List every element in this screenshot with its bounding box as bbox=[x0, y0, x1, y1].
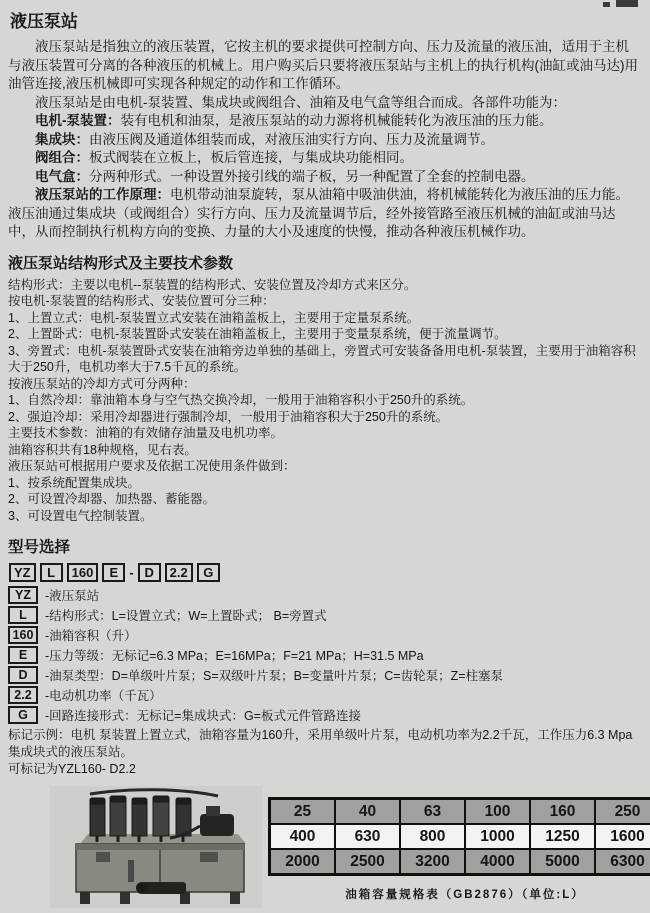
definition-box: 2.2 bbox=[8, 686, 38, 704]
definition-text: -液压泵站 bbox=[45, 586, 99, 604]
component-line-electric-box bbox=[8, 168, 642, 187]
definition-text: -油箱容积（升） bbox=[45, 626, 137, 644]
table-cell: 63 bbox=[400, 799, 465, 825]
table-cell: 1600 bbox=[595, 824, 650, 849]
component-text: 由液压阀及通道体组装而成，对液压油实行方向、压力及流量调节。 bbox=[89, 132, 494, 147]
spec-line: 1、上置立式：电机-泵装置立式安装在油箱盖板上，主要用于定量泵系统。 bbox=[8, 310, 642, 327]
scan-artifact bbox=[616, 0, 638, 7]
spec-line: 按电机-泵装置的结构形式、安装位置可分三种： bbox=[8, 293, 642, 310]
table-cell: 2000 bbox=[270, 849, 336, 875]
table-cell: 400 bbox=[270, 824, 336, 849]
definition-box: YZ bbox=[8, 586, 38, 604]
marking-example bbox=[8, 727, 642, 778]
spec-line: 2、可设置冷却器、加热器、蓄能器。 bbox=[8, 491, 642, 508]
component-label: 阀组合： bbox=[35, 150, 89, 165]
table-cell: 630 bbox=[335, 824, 400, 849]
component-line-valve-combo bbox=[8, 149, 642, 168]
definition-row bbox=[8, 686, 642, 704]
page-title: 液压泵站 bbox=[10, 7, 642, 32]
table-cell: 6300 bbox=[595, 849, 650, 875]
table-cell: 1000 bbox=[465, 824, 530, 849]
definition-text: -回路连接形式：无标记=集成块式：G=板式元件管路连接 bbox=[45, 706, 361, 724]
model-code-box-pressure: E bbox=[102, 563, 125, 582]
definition-box: L bbox=[8, 606, 38, 624]
spec-line: 3、旁置式：电机-泵装置卧式安装在油箱旁边单独的基础上，旁置式可安装备备用电机-泵装置，主要用于油箱容积大于250升，电机功率大于7.5千瓦的系统。 bbox=[8, 343, 642, 376]
tank-capacity-table bbox=[268, 797, 650, 876]
model-code-box-series: YZ bbox=[9, 563, 36, 582]
table-caption: 油箱容量规格表（GB2876）（单位:L） bbox=[268, 886, 650, 902]
model-code-box-circuit: G bbox=[197, 563, 220, 582]
model-code-box-structure: L bbox=[40, 563, 63, 582]
spec-line: 1、按系统配置集成块。 bbox=[8, 475, 642, 492]
model-code-box-volume: 160 bbox=[67, 563, 99, 582]
definition-row bbox=[8, 666, 642, 684]
spec-line: 2、上置卧式：电机-泵装置卧式安装在油箱盖板上，主要用于变量泵系统，便于流量调节。 bbox=[8, 326, 642, 343]
component-line-manifold bbox=[8, 131, 642, 150]
component-text: 板式阀装在立板上，板后管连接，与集成块功能相同。 bbox=[89, 150, 413, 165]
spec-line: 油箱容积共有18种规格，见右表。 bbox=[8, 442, 642, 459]
example-line-2: 可标记为YZL160- D2.2 bbox=[8, 761, 642, 778]
model-definitions bbox=[8, 586, 642, 724]
intro-paragraph-1: 液压泵站是指独立的液压装置，它按主机的要求提供可控制方向、压力及流量的液压油，适用于主机与液压装置可分离的各种液压的机械上。用户购买后只要将液压泵站与主机上的执行机构(油缸或油马达)用油管连接,液压机械即可实现各种规定的动作和工作循环。 bbox=[8, 38, 642, 94]
model-code-box-pump-type: D bbox=[138, 563, 161, 582]
definition-row bbox=[8, 626, 642, 644]
principle-label: 液压泵站的工作原理： bbox=[35, 187, 170, 202]
definition-box: G bbox=[8, 706, 38, 724]
component-label: 电气盒： bbox=[35, 169, 89, 184]
table-cell: 1250 bbox=[530, 824, 595, 849]
definition-row bbox=[8, 706, 642, 724]
working-principle bbox=[8, 186, 642, 242]
scan-artifact bbox=[603, 2, 610, 7]
table-cell: 160 bbox=[530, 799, 595, 825]
definition-text: -油泵类型：D=单级叶片泵；S=双级叶片泵；B=变量叶片泵；C=齿轮泵；Z=柱塞泵 bbox=[45, 666, 503, 684]
model-code-box-power: 2.2 bbox=[165, 563, 193, 582]
table-cell: 5000 bbox=[530, 849, 595, 875]
component-text: 装有电机和油泵，是液压泵站的动力源将机械能转化为液压油的压力能。 bbox=[121, 113, 553, 128]
example-line-1: 标记示例：电机 泵装置上置立式，油箱容量为160升，采用单级叶片泵，电动机功率为2.2千瓦，工作压力6.3 Mpa集成块式的液压泵站。 bbox=[8, 727, 642, 761]
component-line-motor-pump bbox=[8, 112, 642, 131]
table-cell: 4000 bbox=[465, 849, 530, 875]
table-cell: 250 bbox=[595, 799, 650, 825]
definition-box: E bbox=[8, 646, 38, 664]
model-code bbox=[9, 563, 642, 582]
spec-line: 结构形式：主要以电机--泵装置的结构形式、安装位置及冷却方式来区分。 bbox=[8, 277, 642, 294]
intro-section bbox=[8, 38, 642, 242]
model-code-separator: - bbox=[129, 565, 133, 580]
table-row bbox=[270, 824, 650, 849]
spec-line: 液压泵站可根据用户要求及依据工况使用条件做到： bbox=[8, 458, 642, 475]
bottom-section bbox=[8, 786, 642, 908]
spec-line: 2、强迫冷却：采用冷却器进行强制冷却，一般用于油箱容积大于250升的系统。 bbox=[8, 409, 642, 426]
spec-line: 按液压泵站的冷却方式可分两种： bbox=[8, 376, 642, 393]
spec-line: 3、可设置电气控制装置。 bbox=[8, 508, 642, 525]
definition-box: 160 bbox=[8, 626, 38, 644]
pump-station-photo bbox=[50, 786, 262, 908]
definition-row bbox=[8, 646, 642, 664]
table-cell: 2500 bbox=[335, 849, 400, 875]
definition-row bbox=[8, 606, 642, 624]
pump-station-illustration bbox=[50, 786, 262, 908]
definition-box: D bbox=[8, 666, 38, 684]
structure-section bbox=[8, 277, 642, 525]
component-label: 电机-泵装置： bbox=[35, 113, 121, 128]
table-cell: 3200 bbox=[400, 849, 465, 875]
section-heading-structure: 液压泵站结构形式及主要技术参数 bbox=[8, 252, 642, 273]
table-row bbox=[270, 799, 650, 825]
intro-paragraph-2: 液压泵站是由电机-泵装置、集成块或阀组合、油箱及电气盒等组合而成。各部件功能为： bbox=[8, 94, 642, 113]
definition-row bbox=[8, 586, 642, 604]
table-cell: 800 bbox=[400, 824, 465, 849]
definition-text: -电动机功率（千瓦） bbox=[45, 686, 162, 704]
definition-text: -压力等级：无标记=6.3 MPa；E=16MPa；F=21 MPa；H=31.5 MPa bbox=[45, 646, 424, 664]
capacity-table-block bbox=[268, 786, 650, 902]
table-cell: 100 bbox=[465, 799, 530, 825]
table-row bbox=[270, 849, 650, 875]
table-cell: 25 bbox=[270, 799, 336, 825]
principle-text: 电机带动油泵旋转，泵从油箱中吸油供油，将机械能转化为液压油的压力能。液压油通过集成块（或阀组合）实行方向、压力及流量调节后，经外接管路至液压机械的油缸或油马达中，从而控制执行机构方向的变换、力量的大小及速度的快慢，推动各种液压机械作功。 bbox=[8, 187, 629, 239]
spec-line: 1、自然冷却：靠油箱本身与空气热交换冷却，一般用于油箱容积小于250升的系统。 bbox=[8, 392, 642, 409]
definition-text: -结构形式：L=设置立式；W=上置卧式； B=旁置式 bbox=[45, 606, 327, 624]
component-text: 分两种形式。一种设置外接引线的端子板，另一种配置了全套的控制电器。 bbox=[89, 169, 535, 184]
table-cell: 40 bbox=[335, 799, 400, 825]
section-heading-model: 型号选择 bbox=[8, 535, 642, 557]
spec-line: 主要技术参数：油箱的有效储存油量及电机功率。 bbox=[8, 425, 642, 442]
component-label: 集成块： bbox=[35, 132, 89, 147]
